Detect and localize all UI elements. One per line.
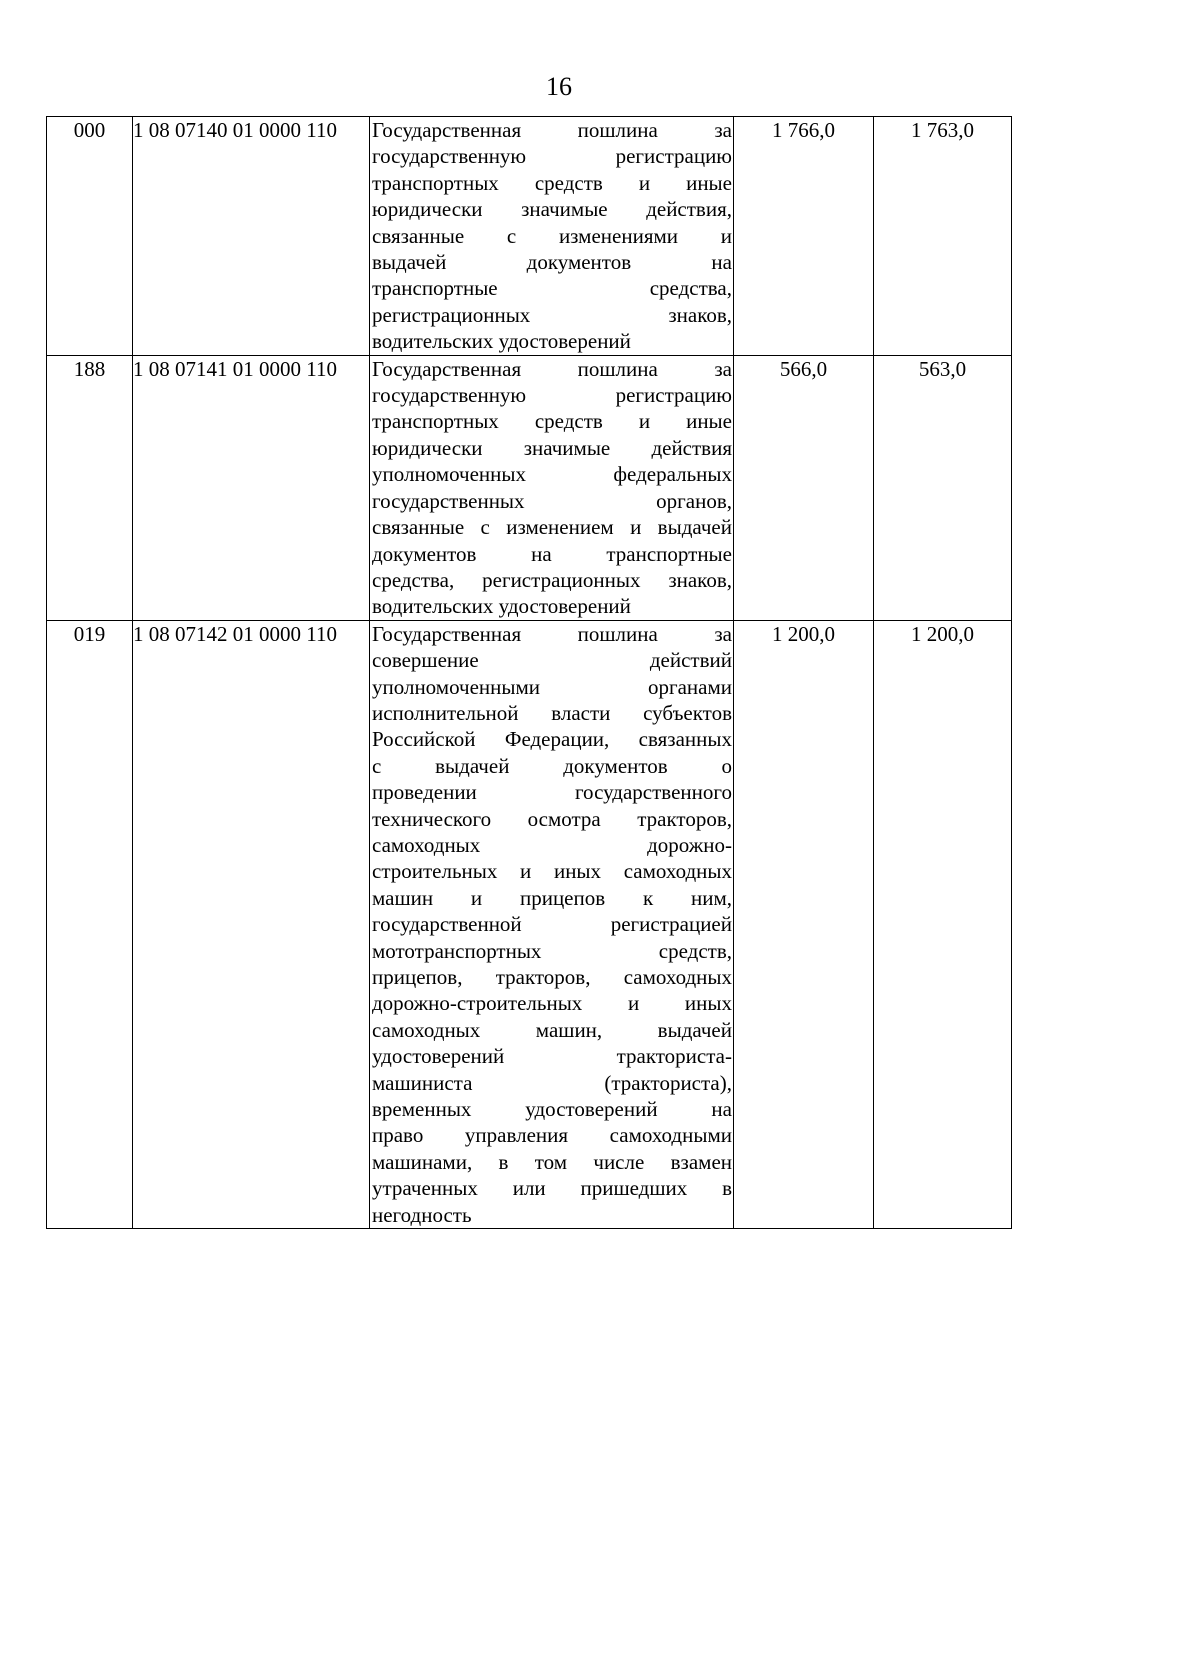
revenue-name-line: Российской Федерации, связанных bbox=[372, 727, 732, 752]
revenue-name-line: прицепов, тракторов, самоходных bbox=[372, 965, 732, 989]
revenue-name-line: дорожно-строительных и иных bbox=[372, 991, 732, 1016]
value-1-cell: 1 200,0 bbox=[734, 620, 874, 1228]
revenue-name-line: исполнительной власти субъектов bbox=[372, 700, 732, 725]
value-1-cell: 1 766,0 bbox=[734, 117, 874, 356]
revenue-name-line: государственную регистрацию bbox=[372, 144, 732, 169]
table-row bbox=[47, 355, 1012, 620]
budget-table-body bbox=[47, 117, 1012, 1229]
revenue-name-line: технического осмотра тракторов, bbox=[372, 806, 732, 831]
value-2-cell: 1 763,0 bbox=[874, 117, 1012, 356]
revenue-name-line: регистрационных знаков, bbox=[372, 302, 732, 327]
revenue-name-line: с выдачей документов о bbox=[372, 753, 732, 778]
table-row bbox=[47, 117, 1012, 356]
revenue-name-cell bbox=[370, 355, 734, 620]
revenue-name-line: водительских удостоверений bbox=[372, 594, 631, 619]
revenue-name-line: самоходных машин, выдачей bbox=[372, 1017, 732, 1042]
revenue-name-line: машинами, в том числе взамен bbox=[372, 1149, 732, 1174]
revenue-name-line: уполномоченных федеральных bbox=[372, 462, 732, 487]
revenue-name-line: временных удостоверений на bbox=[372, 1097, 732, 1122]
value-1-cell: 566,0 bbox=[734, 355, 874, 620]
budget-code-cell: 1 08 07140 01 0000 110 bbox=[133, 117, 370, 356]
admin-code-cell: 000 bbox=[47, 117, 133, 356]
revenue-name-line: мототранспортных средств, bbox=[372, 938, 732, 963]
revenue-name-line: право управления самоходными bbox=[372, 1123, 732, 1148]
revenue-name-line: негодность bbox=[372, 1202, 472, 1227]
budget-code-cell: 1 08 07142 01 0000 110 bbox=[133, 620, 370, 1228]
revenue-name-line: государственных органов, bbox=[372, 488, 732, 513]
revenue-name-line: водительских удостоверений bbox=[372, 329, 631, 354]
revenue-name-line: юридически значимые действия, bbox=[372, 197, 732, 222]
budget-code-cell: 1 08 07141 01 0000 110 bbox=[133, 355, 370, 620]
revenue-name-line: машин и прицепов к ним, bbox=[372, 885, 732, 910]
value-2-cell: 563,0 bbox=[874, 355, 1012, 620]
revenue-name-line: Государственная пошлина за bbox=[372, 118, 732, 142]
revenue-name-line: транспортные средства, bbox=[372, 276, 732, 301]
value-2-cell: 1 200,0 bbox=[874, 620, 1012, 1228]
page-number: 16 bbox=[546, 72, 572, 101]
revenue-name-line: утраченных или пришедших в bbox=[372, 1176, 732, 1201]
revenue-name-line: Государственная пошлина за bbox=[372, 621, 732, 646]
revenue-name-line: государственной регистрацией bbox=[372, 912, 732, 937]
revenue-name-line: транспортных средств и иные bbox=[372, 409, 732, 434]
revenue-name-line: средства, регистрационных знаков, bbox=[372, 567, 732, 592]
table-row bbox=[47, 620, 1012, 1228]
revenue-name-line: связанные с изменением и выдачей bbox=[372, 515, 732, 540]
revenue-name-line: юридически значимые действия bbox=[372, 435, 732, 460]
revenue-name-line: транспортных средств и иные bbox=[372, 170, 732, 195]
revenue-name-line: самоходных дорожно- bbox=[372, 832, 732, 857]
admin-code-cell: 019 bbox=[47, 620, 133, 1228]
revenue-name-line: удостоверений тракториста- bbox=[372, 1044, 732, 1069]
revenue-name-line: выдачей документов на bbox=[372, 250, 732, 275]
admin-code-cell: 188 bbox=[47, 355, 133, 620]
revenue-name-line: уполномоченными органами bbox=[372, 674, 732, 699]
revenue-name-line: государственную регистрацию bbox=[372, 383, 732, 408]
revenue-name-line: связанные с изменениями и bbox=[372, 223, 732, 248]
revenue-name-line: проведении государственного bbox=[372, 780, 732, 805]
revenue-name-line: Государственная пошлина за bbox=[372, 356, 732, 381]
revenue-name-line: документов на транспортные bbox=[372, 541, 732, 566]
revenue-name-line: строительных и иных самоходных bbox=[372, 859, 732, 884]
revenue-name-line: машиниста (тракториста), bbox=[372, 1070, 732, 1095]
revenue-name-line: совершение действий bbox=[372, 648, 732, 673]
revenue-name-cell bbox=[370, 620, 734, 1228]
revenue-name-cell bbox=[370, 117, 734, 356]
budget-table bbox=[46, 116, 1012, 1229]
